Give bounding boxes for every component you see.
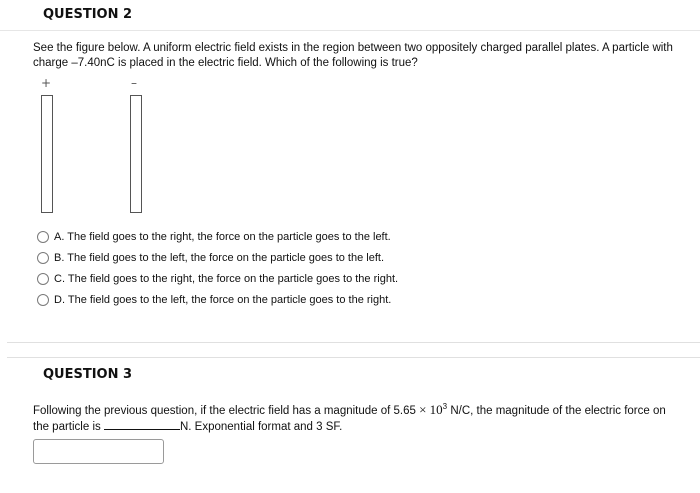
question-2-header xyxy=(0,0,700,31)
option-c-label[interactable]: C. The field goes to the right, the force on the particle goes to the right. xyxy=(54,273,399,285)
question-2-title: QUESTION 2 xyxy=(43,7,133,22)
option-a-radio[interactable] xyxy=(37,231,49,243)
option-b-radio[interactable] xyxy=(37,252,49,264)
section-divider xyxy=(7,357,700,358)
question-3-prompt-part2: N/C, the magnitude of the electric force on the particle is xyxy=(33,405,666,433)
option-a-label[interactable]: A. The field goes to the right, the force on the particle goes to the left. xyxy=(54,231,391,243)
question-3-prompt-part1: Following the previous question, if the electric field has a magnitude of 5.65 xyxy=(33,405,416,417)
option-c[interactable] xyxy=(37,271,398,287)
option-b[interactable] xyxy=(37,250,384,266)
option-d-label[interactable]: D. The field goes to the left, the force on the particle goes to the right. xyxy=(54,294,392,306)
times-symbol: × xyxy=(419,402,427,417)
positive-plate-sign: + xyxy=(41,76,52,90)
negative-plate xyxy=(130,95,142,213)
answer-input[interactable] xyxy=(33,439,164,464)
question-2-prompt: See the figure below. A uniform electric field exists in the region between two oppositely charged parallel plates. A particle with charge –7.40nC is placed in the electric field. Which of the following is true? xyxy=(33,42,673,69)
section-divider xyxy=(7,342,700,343)
question-3-title: QUESTION 3 xyxy=(43,367,133,382)
power-base: 10 xyxy=(429,402,443,417)
positive-plate xyxy=(41,95,53,213)
fill-in-blank-line xyxy=(104,419,180,430)
option-d[interactable] xyxy=(37,292,391,308)
option-a[interactable] xyxy=(37,229,391,245)
question-3-prompt-part3: N. Exponential format and 3 SF. xyxy=(179,421,343,433)
negative-plate-sign: – xyxy=(131,76,137,90)
option-b-label[interactable]: B. The field goes to the left, the force on the particle goes to the left. xyxy=(54,252,384,264)
question-3-prompt xyxy=(33,402,683,435)
option-d-radio[interactable] xyxy=(37,294,49,306)
power-exponent: 3 xyxy=(442,402,448,412)
option-c-radio[interactable] xyxy=(37,273,49,285)
